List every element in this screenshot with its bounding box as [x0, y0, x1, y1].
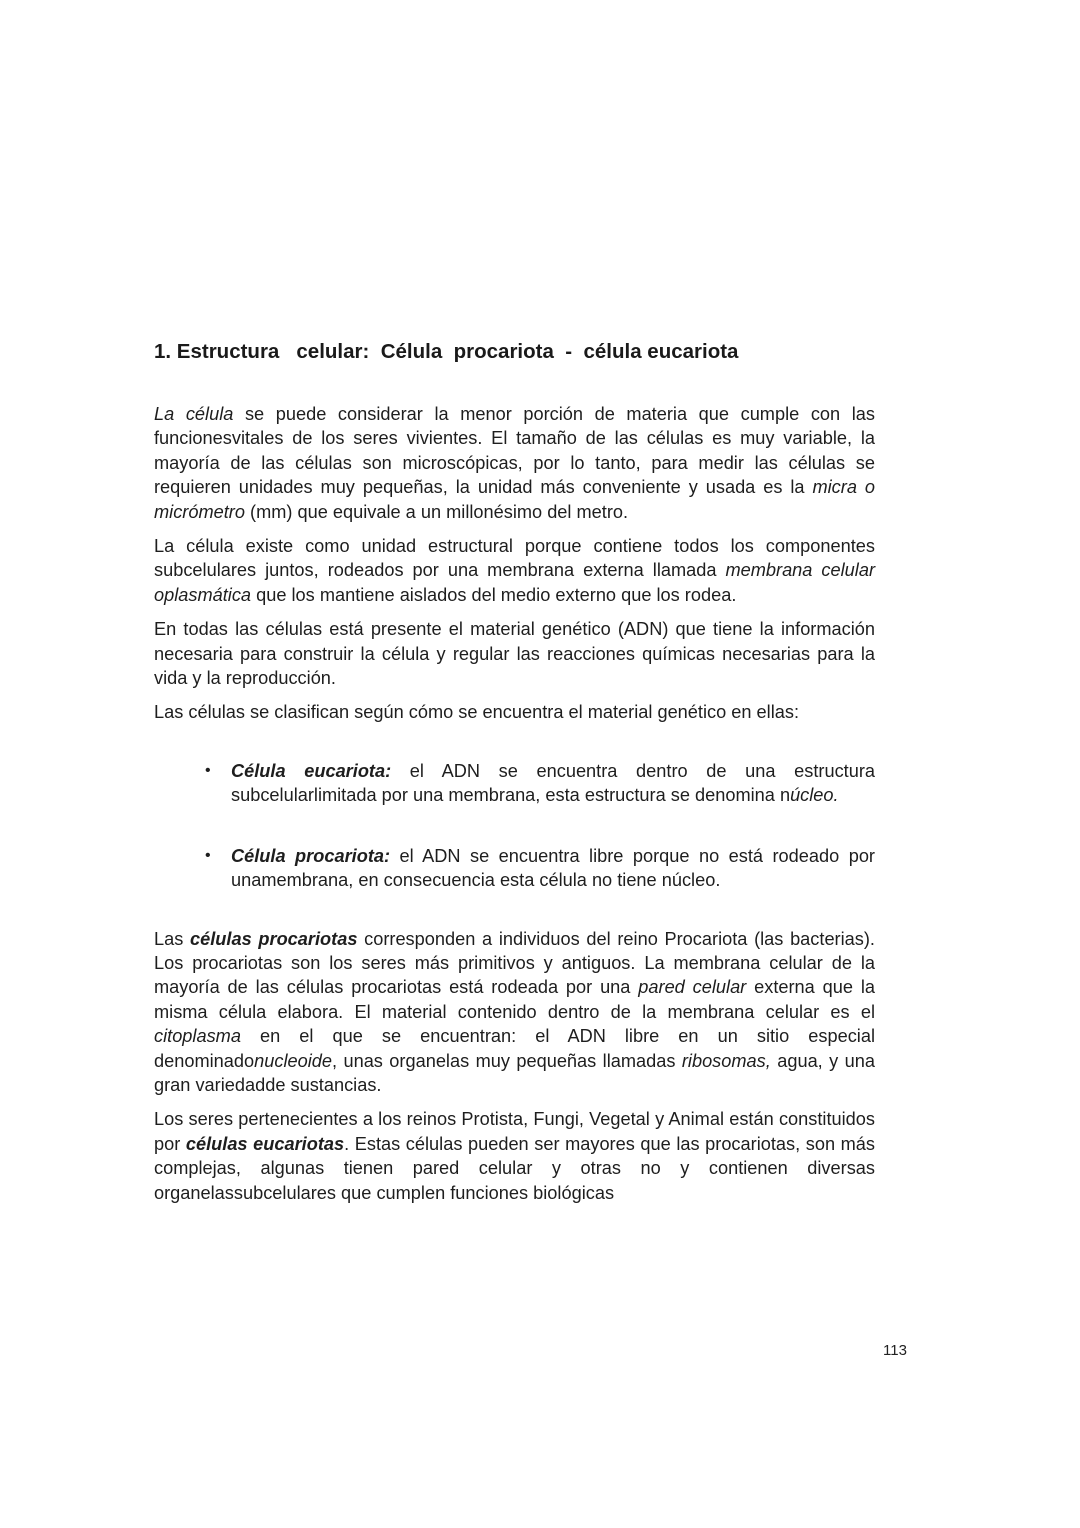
- term-celula-eucariota: Célula eucariota:: [231, 760, 392, 781]
- bullet-icon: •: [205, 761, 211, 779]
- section-heading: 1. Estructura celular: Célula procariota - célula eucariota: [154, 340, 739, 363]
- term-celulas-eucariotas: células eucariotas: [185, 1133, 345, 1154]
- list-item-eucariota: • Célula eucariota: el ADN se encuentra dentro de una estructura subcelularlimitada por una membrana, esta estructura se denomina núcleo.: [205, 760, 875, 806]
- body-text: [154, 402, 875, 1215]
- term-membrana-plasmatica: membrana celular oplasmática: [154, 560, 875, 605]
- term-ribosomas: ribosomas,: [681, 1050, 771, 1071]
- cell-type-list: [154, 759, 875, 893]
- term-citoplasma: citoplasma: [154, 1026, 241, 1047]
- term-la-celula: La célula: [154, 404, 234, 424]
- term-pared-celular: pared celular: [638, 977, 747, 998]
- list-item-procariota: • Célula procariota: el ADN se encuentra libre porque no está rodeado por unamembrana, en consecuencia esta célula no tiene núcleo.: [205, 845, 875, 891]
- paragraph-eukaryotes: Los seres pertenecientes a los reinos Protista, Fungi, Vegetal y Animal están constituidos por células eucariotas. Estas células pueden ser mayores que las procariotas, son más complejas, algunas tienen pared celular y otras no y contienen diversas organelassubcelulares que cumplen funciones biológicas: [154, 1109, 875, 1203]
- term-nucleoide: nucleoide: [254, 1050, 332, 1071]
- paragraph-prokaryotes: Las células procariotas corresponden a individuos del reino Procariota (las bacterias). Los procariotas son los seres más primitivos y antiguos. La membrana celular de la mayoría de las células procariotas está rodeada por una pared celular externa que la misma célula elabora. El material contenido dentro de la membrana celular es el citoplasma en el que se encuentran: el ADN libre en un sitio especial denominadonucleoide, unas organelas muy pequeñas llamadas ribosomas, agua, y una gran variedadde sustancias.: [154, 928, 876, 1095]
- term-celula-procariota: Célula procariota:: [231, 845, 391, 866]
- paragraph-classification: Las células se clasifican según cómo se encuentra el material genético en ellas:: [154, 702, 800, 723]
- term-celulas-procariotas: células procariotas: [190, 928, 358, 949]
- paragraph-cell-definition: La célula se puede considerar la menor porción de materia que cumple con las funcionesvitales de los seres vivientes. El tamaño de las células es muy variable, la mayoría de las células son microscópicas, por lo tanto, para medir las células se requieren unidades muy pequeñas, la unidad más conveniente y usada es la micra o micrómetro (mm) que equivale a un millonésimo del metro.: [154, 404, 875, 522]
- bullet-icon: •: [205, 846, 211, 864]
- paragraph-structural-unit: La célula existe como unidad estructural porque contiene todos los componentes subcelulares juntos, rodeados por una membrana externa llamada membrana celular oplasmática que los mantiene aislados del medio externo que los rodea.: [154, 536, 875, 605]
- page-number: 113: [883, 1342, 907, 1359]
- paragraph-genetic-material: En todas las células está presente el material genético (ADN) que tiene la información necesaria para construir la célula y regular las reacciones químicas necesarias para la vida y la reproducción.: [154, 619, 875, 689]
- term-micrometro: micra o micrómetro: [154, 477, 875, 522]
